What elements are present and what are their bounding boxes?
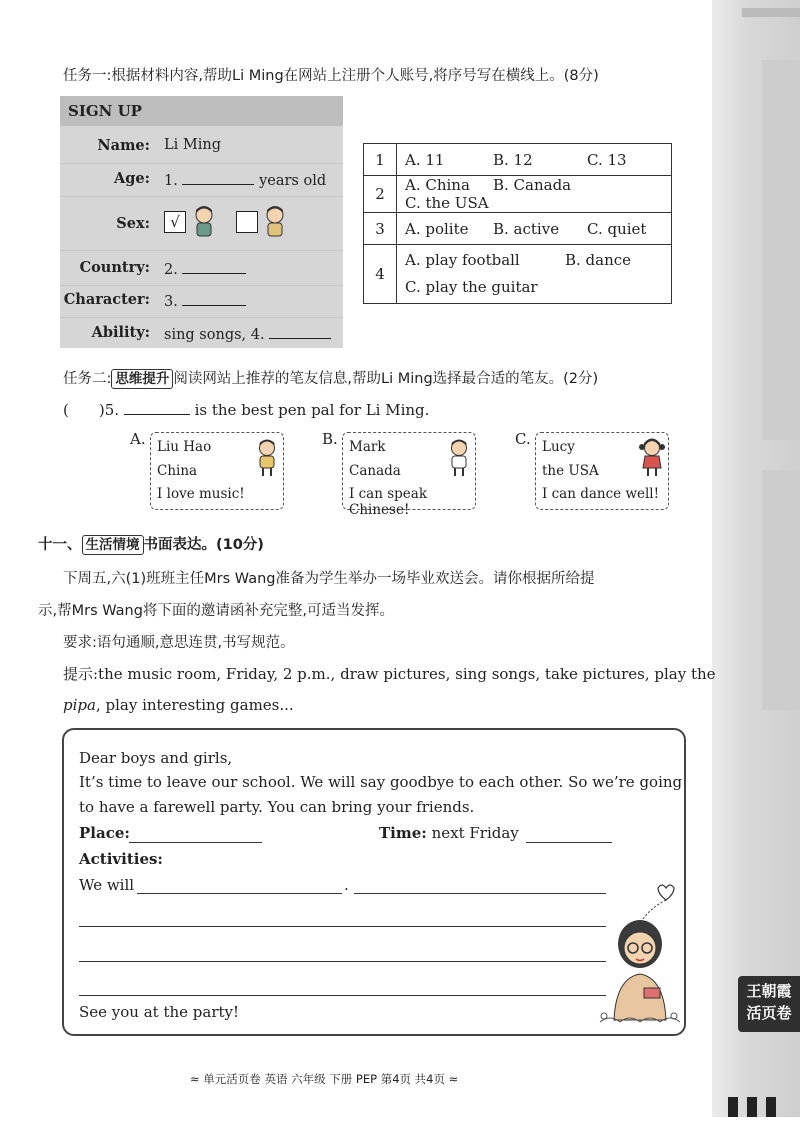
activity-blank-1[interactable] — [137, 893, 342, 894]
hint-line-1: 提示:the music room, Friday, 2 p.m., draw pictures, sing songs, take pictures, play the — [63, 665, 716, 683]
age-field: 1. years old — [164, 170, 326, 189]
character-label: Character: — [63, 291, 150, 308]
table-row: 3 A. polite B. active C. quiet — [364, 213, 672, 245]
we-will-label: We will — [79, 876, 135, 894]
table-row: 4 A. play football B. dance C. play the guitar — [364, 245, 672, 304]
blank-3[interactable] — [182, 291, 246, 306]
character-field: 3. — [164, 291, 246, 310]
place-label: Place: — [79, 824, 130, 842]
closing: See you at the party! — [79, 1003, 240, 1021]
options-table — [363, 143, 672, 304]
ability-label: Ability: — [91, 324, 150, 341]
edge-panel — [762, 470, 800, 710]
penpal-card-c[interactable]: Lucy the USA I can dance well! — [535, 432, 669, 510]
invitation-line-2: to have a farewell party. You can bring your friends. — [79, 798, 475, 816]
option-letter: B. — [322, 430, 338, 448]
page-footer: ≈ 单元活页卷 英语 六年级 下册 PEP 第4页 共4页 ≈ — [190, 1072, 459, 1086]
option-letter: A. — [130, 430, 146, 448]
blank-2[interactable] — [182, 259, 246, 274]
table-row: 1 A. 11 B. 12 C. 13 — [364, 144, 672, 176]
place-blank[interactable] — [129, 842, 262, 843]
option-letter: C. — [515, 430, 531, 448]
name-label: Name: — [97, 137, 150, 154]
invitation-line-1: It’s time to leave our school. We will say goodbye to each other. So we’re going — [79, 773, 683, 791]
hint-line-2: pipa, play interesting games... — [63, 696, 294, 714]
signup-panel — [60, 96, 343, 348]
name-value: Li Ming — [164, 137, 221, 153]
activity-blank-2[interactable] — [354, 893, 606, 894]
penpal-card-b[interactable]: Mark Canada I can speak Chinese! — [342, 432, 476, 510]
signup-title: SIGN UP — [68, 102, 142, 120]
writing-line[interactable] — [79, 995, 606, 996]
edge-panel — [762, 60, 800, 440]
task1-heading: 任务一:根据材料内容,帮助Li Ming在网站上注册个人账号,将序号写在横线上。(8分) — [63, 68, 599, 84]
page-edge-strip — [712, 0, 800, 1117]
binding-marks — [728, 1097, 785, 1121]
life-tag: 生活情境 — [82, 535, 144, 555]
teacher-illustration — [594, 870, 686, 1034]
task2-heading: 任务二: 思维提升 阅读网站上推荐的笔友信息,帮助Li Ming选择最合适的笔友。(2分) — [63, 371, 599, 387]
female-checkbox[interactable] — [236, 211, 258, 233]
time-field: Time: next Friday — [379, 824, 519, 842]
blank-1[interactable] — [182, 170, 254, 185]
thinking-tag: 思维提升 — [111, 369, 173, 389]
question-5: ( )5. is the best pen pal for Li Ming. — [63, 401, 430, 419]
girl-icon — [638, 437, 666, 477]
invitation-card: Dear boys and girls, It’s time to leave our school. We will say goodbye to each other. So we’re going to have a farewell party. You can bring your friends. Place: Time: next Friday Activities: We will . See you at the party! — [62, 728, 686, 1036]
boy-icon — [447, 437, 471, 477]
writing-line[interactable] — [79, 926, 606, 927]
country-label: Country: — [79, 259, 150, 276]
brand-logo: 王朝霞 活页卷 — [738, 976, 800, 1032]
greeting: Dear boys and girls, — [79, 749, 233, 767]
time-blank[interactable] — [526, 842, 612, 843]
male-checkbox[interactable]: √ — [164, 211, 186, 233]
requirement: 要求:语句通顺,意思连贯,书写规范。 — [63, 635, 295, 651]
penpal-card-a[interactable]: Liu Hao China I love music! — [150, 432, 284, 510]
boy-icon — [262, 204, 288, 240]
blank-5[interactable] — [124, 400, 190, 415]
table-row: 2 A. China B. CanadaC. the USA — [364, 176, 672, 213]
section11-heading: 十一、 生活情境 书面表达。(10分) — [38, 537, 264, 553]
age-label: Age: — [114, 170, 150, 187]
instruction-line-2: 示,帮Mrs Wang将下面的邀请函补充完整,可适当发挥。 — [38, 603, 395, 619]
instruction-line-1: 下周五,六(1)班班主任Mrs Wang准备为学生举办一场毕业欢送会。请你根据所给提 — [63, 571, 595, 587]
edge-notch — [742, 8, 800, 17]
ability-field: sing songs, 4. — [164, 324, 331, 343]
writing-line[interactable] — [79, 961, 606, 962]
boy-icon — [255, 437, 279, 477]
activities-label: Activities: — [79, 850, 163, 868]
blank-4[interactable] — [269, 324, 331, 339]
sex-field — [164, 204, 288, 240]
country-field: 2. — [164, 259, 246, 278]
sex-label: Sex: — [116, 215, 150, 232]
boy-icon — [191, 204, 217, 240]
